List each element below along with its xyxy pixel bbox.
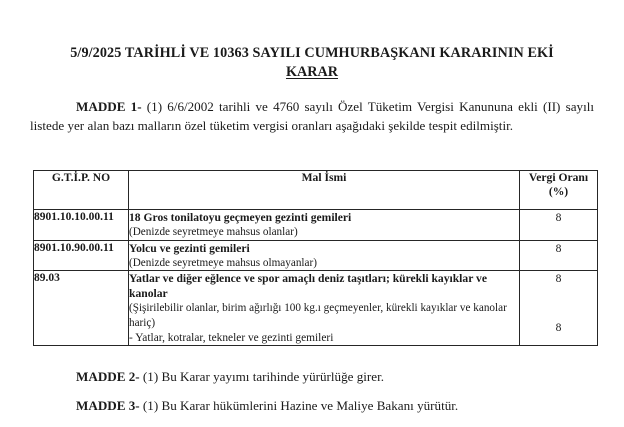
table-row — [34, 271, 598, 346]
article-madde-3 — [0, 397, 624, 416]
tariff-table — [33, 170, 598, 346]
cell-goods — [129, 210, 520, 241]
cell-gtip: 8901.10.10.00.11 — [34, 210, 129, 241]
article-madde-3-text: (1) Bu Karar hükümlerini Hazine ve Maliye Bakanı yürütür. — [139, 398, 459, 413]
goods-main-text: Yolcu ve gezinti gemileri — [129, 241, 250, 255]
cell-rate: 8 — [520, 210, 598, 241]
tariff-table-container — [33, 170, 597, 346]
cell-gtip: 89.03 — [34, 271, 129, 346]
article-madde-1-text: (1) 6/6/2002 tarihli ve 4760 sayılı Özel Tüketim Vergisi Kanununa ekli (II) sayılı listede yer alan bazı malların özel tüketim vergisi oranları aşağıdaki şekilde tespit edilmiştir. — [30, 99, 594, 133]
article-madde-2-text: (1) Bu Karar yayımı tarihinde yürürlüğe girer. — [139, 369, 384, 384]
cell-goods — [129, 271, 520, 346]
goods-main-text: Yatlar ve diğer eğlence ve spor amaçlı deniz taşıtları; kürekli kayıklar ve kanolar — [129, 272, 487, 301]
table-row — [34, 210, 598, 241]
column-header-gtip: G.T.İ.P. NO — [34, 171, 129, 210]
goods-sub-text: (Şişirilebilir olanlar, birim ağırlığı 100 kg.ı geçmeyenler, kürekli kayıklar ve kanolar hariç) — [129, 302, 507, 329]
article-madde-1 — [0, 98, 624, 135]
goods-dash-text: - Yatlar, kotralar, tekneler ve gezinti gemileri — [129, 331, 334, 344]
cell-gtip: 8901.10.90.00.11 — [34, 240, 129, 271]
goods-main-text: 18 Gros tonilatoyu geçmeyen gezinti gemileri — [129, 211, 352, 224]
article-madde-2-label: MADDE 2- — [76, 369, 140, 384]
article-madde-2 — [0, 368, 624, 387]
table-row — [34, 240, 598, 271]
article-madde-3-label: MADDE 3- — [76, 398, 140, 413]
page-title: 5/9/2025 TARİHLİ VE 10363 SAYILI CUMHURBAŞKANI KARARININ EKİ — [70, 45, 554, 61]
cell-rate-secondary: 8 — [555, 321, 562, 335]
column-header-rate-line2: (%) — [548, 185, 569, 199]
rate-stack — [520, 271, 597, 336]
document-title-block — [0, 0, 624, 81]
document-subtitle: KARAR — [285, 64, 339, 81]
cell-rate-primary: 8 — [555, 272, 562, 286]
table-body — [34, 210, 598, 346]
goods-sub-text: (Denizde seyretmeye mahsus olmayanlar) — [129, 256, 317, 269]
column-header-rate — [520, 171, 598, 210]
column-header-rate-line1: Vergi Oranı — [528, 171, 589, 184]
cell-goods — [129, 240, 520, 271]
cell-rate — [520, 271, 598, 346]
table-header-row — [34, 171, 598, 210]
cell-rate: 8 — [520, 240, 598, 271]
article-madde-1-label: MADDE 1- — [76, 99, 142, 115]
goods-sub-text: (Denizde seyretmeye mahsus olanlar) — [129, 226, 298, 239]
column-header-goods: Mal İsmi — [129, 171, 520, 210]
table-header — [34, 171, 598, 210]
